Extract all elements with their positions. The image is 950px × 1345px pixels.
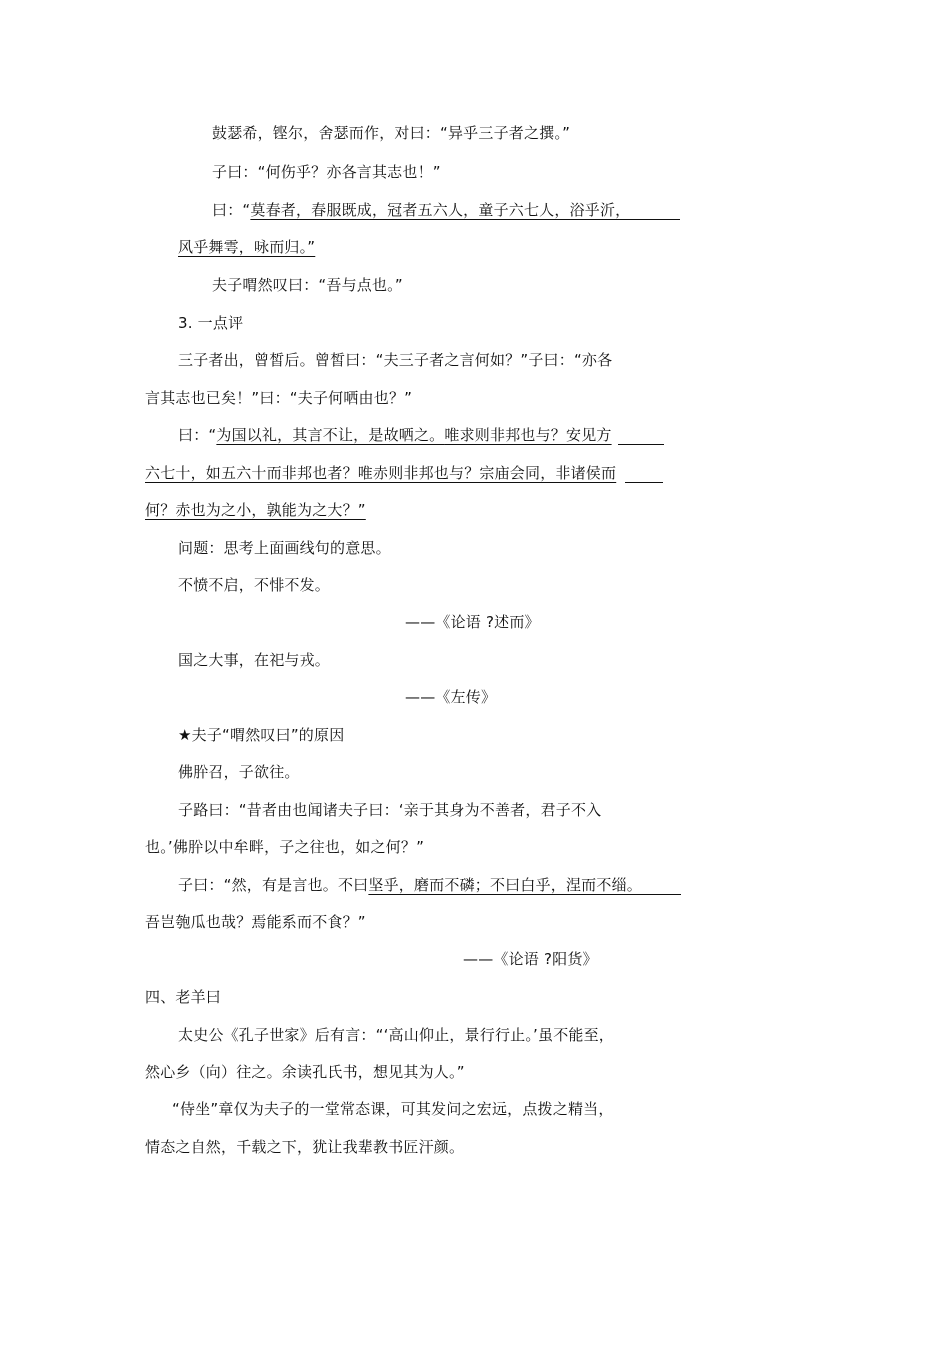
- underlined-text: 风乎舞雩，咏而归。”: [178, 238, 316, 256]
- underlined-text: 为国以礼，其言不让，是故哂之。: [216, 426, 445, 444]
- text-segment: 曰：“: [178, 426, 217, 444]
- text-segment: 子曰：“然，有是言也。不曰: [178, 876, 369, 894]
- text-line: 子曰：“何伤乎？亦各言其志也！”: [212, 163, 441, 181]
- underline-rule: [620, 219, 680, 220]
- text-line: “侍坐”章仅为夫子的一堂常态课，可其发问之宏远，点拨之精当，: [172, 1100, 614, 1118]
- text-line: [178, 875, 642, 895]
- underlined-text: 唯求则非邦也与？安见方: [444, 426, 612, 444]
- text-line: 问题：思考上面画线句的意思。: [178, 539, 391, 557]
- text-line: 三子者出，曾皙后。曾皙曰：“夫三子者之言何如？”子曰：“亦各: [178, 351, 613, 369]
- text-line: 然心乡（向）往之。余读孔氏书，想见其为人。”: [145, 1063, 465, 1081]
- text-segment: 曰：“: [212, 201, 251, 219]
- section-heading: 3. 一点评: [178, 314, 244, 332]
- text-line: 鼓瑟希，铿尔，舍瑟而作，对曰：“异乎三子者之撰。”: [212, 124, 571, 142]
- underline-rule: [634, 894, 681, 895]
- underlined-text: 坚乎，磨而不磷；不曰白乎，涅而不缁。: [368, 876, 642, 894]
- text-line: 夫子喟然叹曰：“吾与点也。”: [212, 276, 403, 294]
- quote-line: 国之大事，在祀与戎。: [178, 651, 331, 669]
- underlined-text: 六七十，如五六十而非邦也者？唯赤则非邦也与？宗庙会同，非诸侯而: [145, 464, 617, 482]
- text-line: ★夫子“喟然叹曰”的原因: [178, 726, 345, 744]
- underline-rule: [618, 444, 664, 445]
- text-line: [178, 425, 612, 445]
- text-line: [212, 200, 630, 220]
- underlined-text: 何？赤也为之小，孰能为之大？”: [145, 501, 366, 519]
- text-line: 言其志也已矣！”曰：“夫子何哂由也？”: [145, 389, 413, 407]
- text-line: 太史公《孔子世家》后有言：“‘高山仰止，景行行止。’虽不能至，: [178, 1026, 615, 1044]
- quote-line: 不愤不启，不悱不发。: [178, 576, 331, 594]
- underline-rule: [625, 482, 663, 483]
- text-line: 吾岂匏瓜也哉？焉能系而不食？”: [145, 913, 366, 931]
- text-line: 子路曰：“昔者由也闻诸夫子曰：‘亲于其身为不善者，君子不入: [178, 801, 602, 819]
- text-line: 情态之自然，千载之下，犹让我辈教书匠汗颜。: [145, 1138, 465, 1156]
- underlined-text: 莫春者，春服既成，冠者五六人，童子六七人，浴乎沂，: [250, 201, 631, 219]
- text-line: 佛肸召，子欲往。: [178, 763, 300, 781]
- citation: ——《论语 ?阳货》: [463, 950, 598, 968]
- text-line: 也。’佛肸以中牟畔，子之往也，如之何？”: [145, 838, 425, 856]
- citation: ——《论语 ?述而》: [405, 613, 540, 631]
- citation: ——《左传》: [405, 688, 497, 706]
- section-heading: 四、老羊曰: [145, 988, 222, 1006]
